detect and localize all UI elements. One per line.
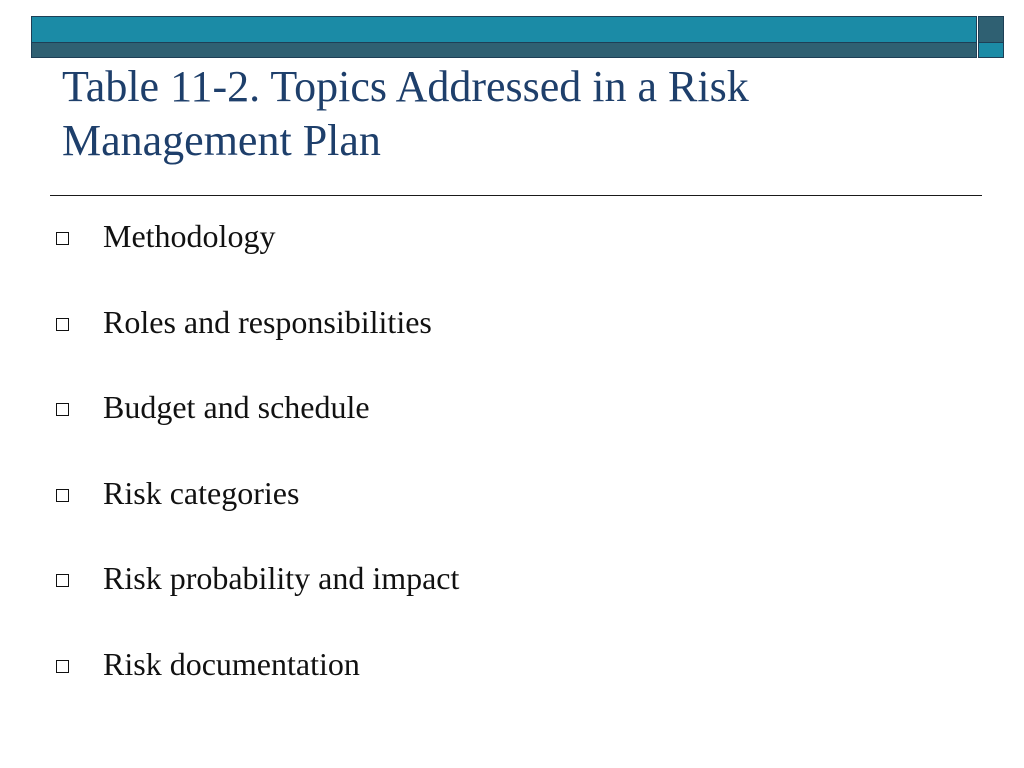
header-banner-bottom (31, 43, 977, 58)
hollow-square-bullet-icon (56, 574, 69, 587)
bullet-item-budget (56, 385, 459, 471)
hollow-square-bullet-icon (56, 232, 69, 245)
bullet-item-probability (56, 556, 459, 642)
bullet-item-methodology (56, 214, 459, 300)
bullet-item-roles (56, 300, 459, 386)
bullet-text: Risk probability and impact (103, 560, 460, 596)
slide-title: Table 11-2. Topics Addressed in a Risk Management Plan (62, 62, 749, 165)
bullet-list (56, 214, 459, 727)
bullet-text: Budget and schedule (103, 389, 370, 425)
hollow-square-bullet-icon (56, 660, 69, 673)
bullet-item-documentation (56, 642, 459, 728)
corner-square-top (978, 16, 1004, 43)
hollow-square-bullet-icon (56, 318, 69, 331)
bullet-text: Methodology (103, 218, 276, 254)
title-divider (50, 195, 982, 196)
hollow-square-bullet-icon (56, 489, 69, 502)
bullet-text: Risk categories (103, 474, 300, 511)
bullet-item-categories (56, 471, 459, 557)
bullet-text: Roles and responsibilities (103, 303, 432, 340)
corner-square-bottom (978, 43, 1004, 58)
hollow-square-bullet-icon (56, 403, 69, 416)
bullet-text: Risk documentation (103, 645, 360, 682)
header-banner-top (31, 16, 977, 43)
